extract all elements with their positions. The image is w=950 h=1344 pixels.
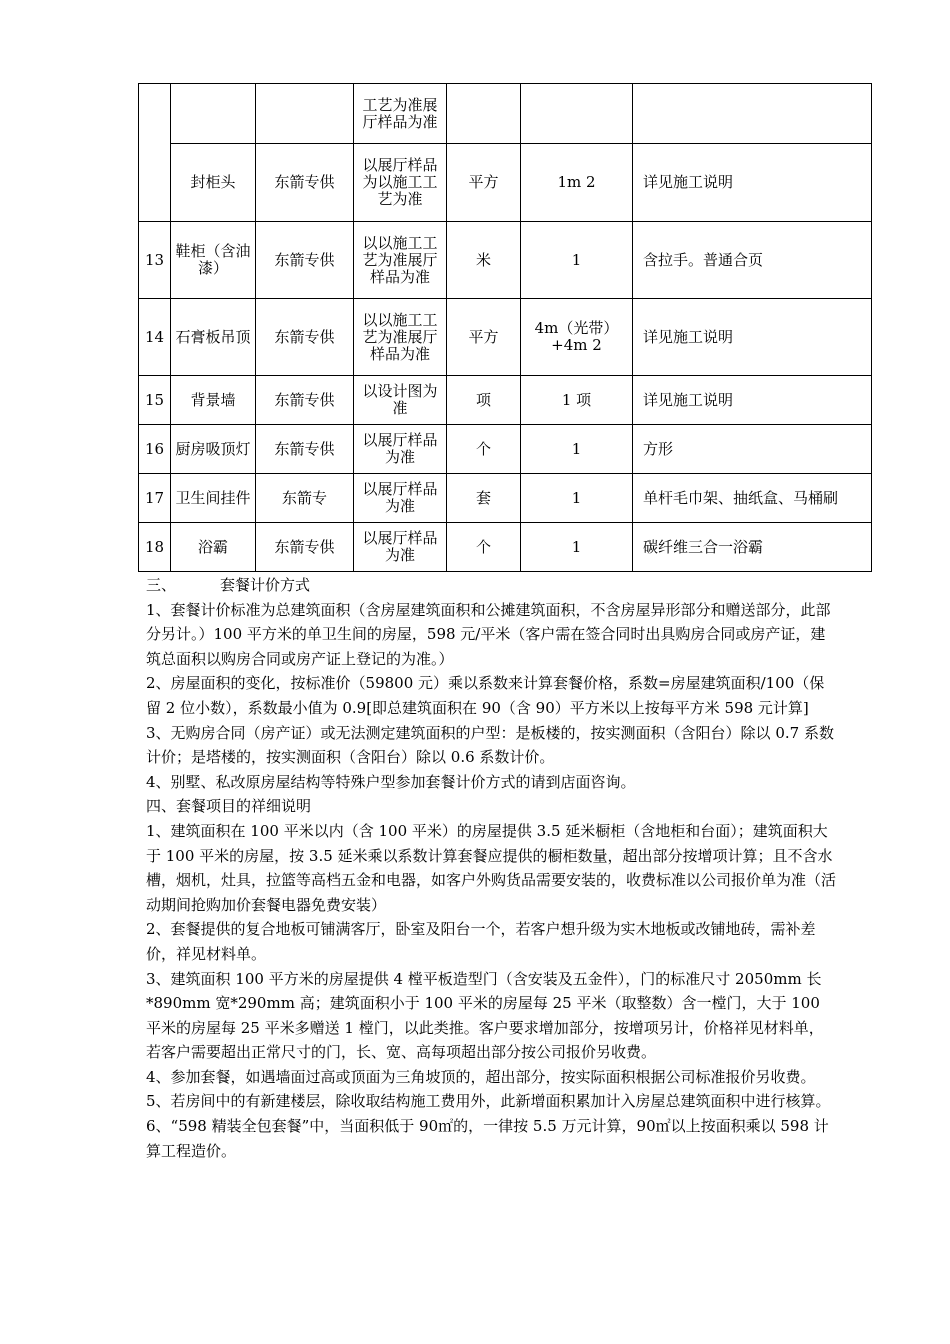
item-desc: 单杆毛巾架、抽纸盒、马桶刷 [633,474,872,523]
item-unit: 套 [447,474,521,523]
item-qty: 1 [521,222,633,299]
item-desc [633,84,872,144]
row-number: 14 [139,299,171,376]
item-standard: 以展厅样品为以施工工艺为准 [354,144,447,222]
row-number: 13 [139,222,171,299]
item-standard: 以以施工工艺为准展厅样品为准 [354,222,447,299]
item-supplier: 东箭专供 [256,222,354,299]
item-standard: 工艺为准展厅样品为准 [354,84,447,144]
row-number: 15 [139,376,171,425]
table-row [139,474,872,523]
item-desc: 详见施工说明 [633,299,872,376]
item-unit: 项 [447,376,521,425]
table-row [139,299,872,376]
item-standard: 以展厅样品为准 [354,425,447,474]
row-number: 17 [139,474,171,523]
item-supplier: 东箭专供 [256,144,354,222]
paragraph: 4、参加套餐，如遇墙面过高或顶面为三角坡顶的，超出部分，按实际面积根据公司标准报价另收费。 [146,1067,816,1086]
item-qty: 1 项 [521,376,633,425]
item-unit: 米 [447,222,521,299]
item-unit [447,84,521,144]
item-desc: 详见施工说明 [633,376,872,425]
item-unit: 个 [447,425,521,474]
paragraph: 6、“598 精装全包套餐”中，当面积低于 90㎡的，一律按 5.5 万元计算，90㎡以上按面积乘以 598 计算工程造价。 [146,1117,829,1160]
item-name: 封柜头 [171,144,256,222]
table-row [139,144,872,222]
item-supplier: 东箭专供 [256,425,354,474]
table-row [139,523,872,572]
item-name [171,84,256,144]
paragraph: 2、房屋面积的变化，按标准价（59800 元）乘以系数来计算套餐价格，系数=房屋建筑面积/100（保留 2 位小数），系数最小值为 0.9[即总建筑面积在 90（含 90）平方米以上按每平方米 598 元计算] [146,674,825,717]
paragraph: 3、无购房合同（房产证）或无法测定建筑面积的户型：是板楼的，按实测面积（含阳台）除以 0.7 系数计价；是塔楼的，按实测面积（含阳台）除以 0.6 系数计价。 [146,723,834,767]
item-supplier [256,84,354,144]
item-standard: 以展厅样品为准 [354,523,447,572]
paragraph: 4、别墅、私改原房屋结构等特殊户型参加套餐计价方式的请到店面咨询。 [146,772,636,791]
section-heading: 四、套餐项目的祥细说明 [146,797,312,816]
item-standard: 以展厅样品为准 [354,474,447,523]
item-name: 浴霸 [171,523,256,572]
table-row [139,425,872,474]
item-desc: 详见施工说明 [633,144,872,222]
item-unit: 个 [447,523,521,572]
item-name: 厨房吸顶灯 [171,425,256,474]
item-unit: 平方 [447,299,521,376]
section-number: 三、 [146,576,177,594]
paragraph: 2、套餐提供的复合地板可铺满客厅，卧室及阳台一个，若客户想升级为实木地板或改铺地砖，需补差价，祥见材料单。 [146,920,816,963]
item-standard: 以设计图为准 [354,376,447,425]
item-desc: 方形 [633,425,872,474]
document-body [146,573,836,1163]
table-row [139,222,872,299]
item-qty: 4m（光带）+4m 2 [521,299,633,376]
item-qty: 1 [521,474,633,523]
item-supplier: 东箭专 [256,474,354,523]
paragraph: 3、建筑面积 100 平方米的房屋提供 4 樘平板造型门（含安装及五金件），门的标准尺寸 2050mm 长*890mm 宽*290mm 高；建筑面积小于 100 平米的房屋每 25 平米（取整数）含一樘门，大于 100 平米的房屋每 25 平米多赠送 1 樘门，以此类推。客户要求增加部分，按增项另计，价格祥见材料单，若客户需要超出正常尺寸的门，长、宽、高每项超出部分按公司报价另收费。 [146,969,824,1062]
paragraph: 1、套餐计价标准为总建筑面积（含房屋建筑面积和公摊建筑面积，不含房屋异形部分和赠送部分，此部分另计。）100 平方米的单卫生间的房屋，598 元/平米（客户需在签合同时出具购房合同或房产证，建筑总面积以购房合同或房产证上登记的为准。） [146,600,831,668]
item-name: 背景墙 [171,376,256,425]
item-name: 鞋柜（含油漆） [171,222,256,299]
items-table [138,83,872,572]
item-standard: 以以施工工艺为准展厅样品为准 [354,299,447,376]
item-qty: 1 [521,523,633,572]
row-number: 16 [139,425,171,474]
row-number [139,84,171,222]
section-title: 套餐计价方式 [220,576,311,594]
table-row [139,84,872,144]
item-qty: 1 [521,425,633,474]
paragraph: 1、建筑面积在 100 平米以内（含 100 平米）的房屋提供 3.5 延米橱柜（含地柜和台面）；建筑面积大于 100 平米的房屋，按 3.5 延米乘以系数计算套餐应提供的橱柜数量，超出部分按增项计算；且不含水槽，烟机，灶具，拉篮等高档五金和电器，如客户外购货品需要安装的，收费标准以公司报价单为准（活动期间抢购加价套餐电器免费安装） [146,821,837,914]
item-qty [521,84,633,144]
item-supplier: 东箭专供 [256,376,354,425]
item-desc: 含拉手。普通合页 [633,222,872,299]
item-desc: 碳纤维三合一浴霸 [633,523,872,572]
item-supplier: 东箭专供 [256,299,354,376]
table-row [139,376,872,425]
item-name: 卫生间挂件 [171,474,256,523]
item-unit: 平方 [447,144,521,222]
item-supplier: 东箭专供 [256,523,354,572]
paragraph: 5、若房间中的有新建楼层，除收取结构施工费用外，此新增面积累加计入房屋总建筑面积中进行核算。 [146,1092,831,1111]
item-qty: 1m 2 [521,144,633,222]
section-heading [146,573,836,598]
item-name: 石膏板吊顶 [171,299,256,376]
row-number: 18 [139,523,171,572]
